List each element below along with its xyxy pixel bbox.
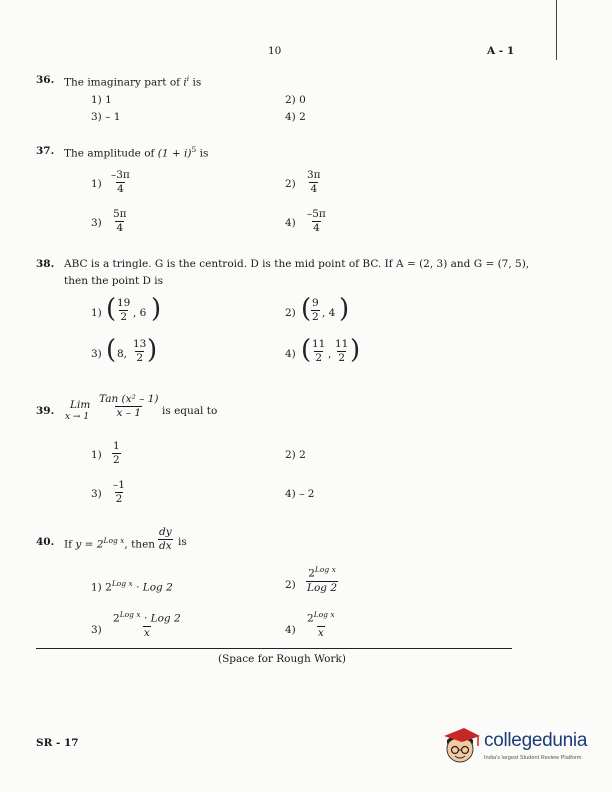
close-paren-icon: )	[339, 294, 350, 324]
q39-lim-sub: x → 1	[65, 412, 90, 422]
q40-stem: If $y = 2^{Log x}$, then	[64, 536, 156, 551]
open-paren-icon: (	[301, 294, 312, 324]
q38-option-4-comma: ,	[328, 348, 332, 360]
q38-option-4-frac-2: $\frac{11}{2}$	[335, 338, 349, 365]
q37-option-2-label: 2)	[285, 178, 296, 190]
q38-option-3-frac: $\frac{13}{2}$	[133, 338, 147, 365]
brand-name: collegedunia	[484, 730, 588, 751]
q40-option-1: 1) $2^{Log x}$ · Log 2	[91, 579, 173, 594]
q39-option-1: $\frac{1}{2}$	[113, 440, 120, 467]
open-paren-icon: (	[301, 335, 312, 365]
q36-number: 36.	[36, 74, 55, 86]
collegedunia-logo	[440, 722, 600, 768]
q40-tail: is	[178, 536, 187, 548]
q37-option-2: $\frac{3\pi}{4}$	[307, 169, 321, 196]
rough-work-label: (Space for Rough Work)	[218, 653, 346, 665]
close-paren-icon: )	[147, 335, 158, 365]
sheet-code: SR - 17	[36, 737, 79, 749]
q37-option-3-label: 3)	[91, 217, 102, 229]
q37-option-1-label: 1)	[91, 178, 102, 190]
q39-option-1-label: 1)	[91, 449, 102, 461]
q39-expression: Tan (x² – 1) x – 1	[99, 393, 159, 420]
q39-option-3-label: 3)	[91, 488, 102, 500]
open-paren-icon: (	[106, 294, 117, 324]
q36-option-4: 4) 2	[285, 111, 306, 123]
q39-number: 39.	[36, 405, 55, 417]
q38-option-4-label: 4)	[285, 348, 296, 360]
q37-option-1: $\frac{-3\pi}{4}$	[111, 169, 130, 196]
q38-option-1-frac: $\frac{19}{2}$	[117, 297, 131, 324]
q40-option-4: $2^{Log x}$ x	[307, 610, 335, 639]
page-number: 10	[268, 45, 282, 57]
q38-option-1-tail: , 6	[133, 307, 147, 319]
q37-option-3: $\frac{5\pi}{4}$	[113, 208, 127, 235]
q38-option-4-frac-1: $\frac{11}{2}$	[312, 338, 326, 365]
q36-option-1: 1) 1	[91, 94, 112, 106]
q38-number: 38.	[36, 258, 55, 270]
q40-option-2-label: 2)	[285, 579, 296, 591]
q39-lim: Lim	[70, 399, 91, 411]
brand-tagline: India's largest Student Review Platform	[484, 755, 582, 761]
q38-option-3-label: 3)	[91, 348, 102, 360]
q37-option-4-label: 4)	[285, 217, 296, 229]
q38-stem-line2: then the point D is	[64, 275, 164, 287]
q37-stem: The amplitude of $(1 + i)^5$ is	[64, 145, 209, 160]
q36-stem: The imaginary part of $i^i$ is	[64, 74, 202, 89]
q38-option-2-label: 2)	[285, 307, 296, 319]
open-paren-icon: (	[106, 335, 117, 365]
q38-option-3-head: 8,	[117, 348, 128, 360]
q40-number: 40.	[36, 536, 55, 548]
q38-stem-line1: ABC is a tringle. G is the centroid. D is the mid point of BC. If A = (2, 3) and G = (7, 5),	[64, 258, 530, 270]
q40-derivative: $\frac{dy}{dx}$	[159, 526, 172, 553]
q39-tail: is equal to	[162, 405, 218, 417]
close-paren-icon: )	[350, 335, 361, 365]
q36-option-3: 3) – 1	[91, 111, 121, 123]
q40-option-2: $2^{Log x}$ Log 2	[307, 565, 338, 594]
q40-option-3: $2^{Log x}$ · Log 2 x	[113, 610, 181, 639]
q39-option-3: $\frac{-1}{2}$	[113, 479, 125, 506]
q36-option-2: 2) 0	[285, 94, 306, 106]
q37-number: 37.	[36, 145, 55, 157]
q40-option-4-label: 4)	[285, 624, 296, 636]
margin-line	[556, 0, 557, 60]
q39-option-4: 4) – 2	[285, 488, 315, 500]
q40-option-3-label: 3)	[91, 624, 102, 636]
close-paren-icon: )	[151, 294, 162, 324]
q38-option-1-label: 1)	[91, 307, 102, 319]
q38-option-2-frac: $\frac{9}{2}$	[312, 297, 319, 324]
rough-work-divider	[36, 648, 512, 649]
paper-code: A - 1	[487, 45, 515, 57]
graduate-mascot-icon	[440, 724, 482, 766]
q39-option-2: 2) 2	[285, 449, 306, 461]
q38-option-2-tail: , 4	[322, 307, 336, 319]
q37-option-4: $\frac{-5\pi}{4}$	[307, 208, 326, 235]
